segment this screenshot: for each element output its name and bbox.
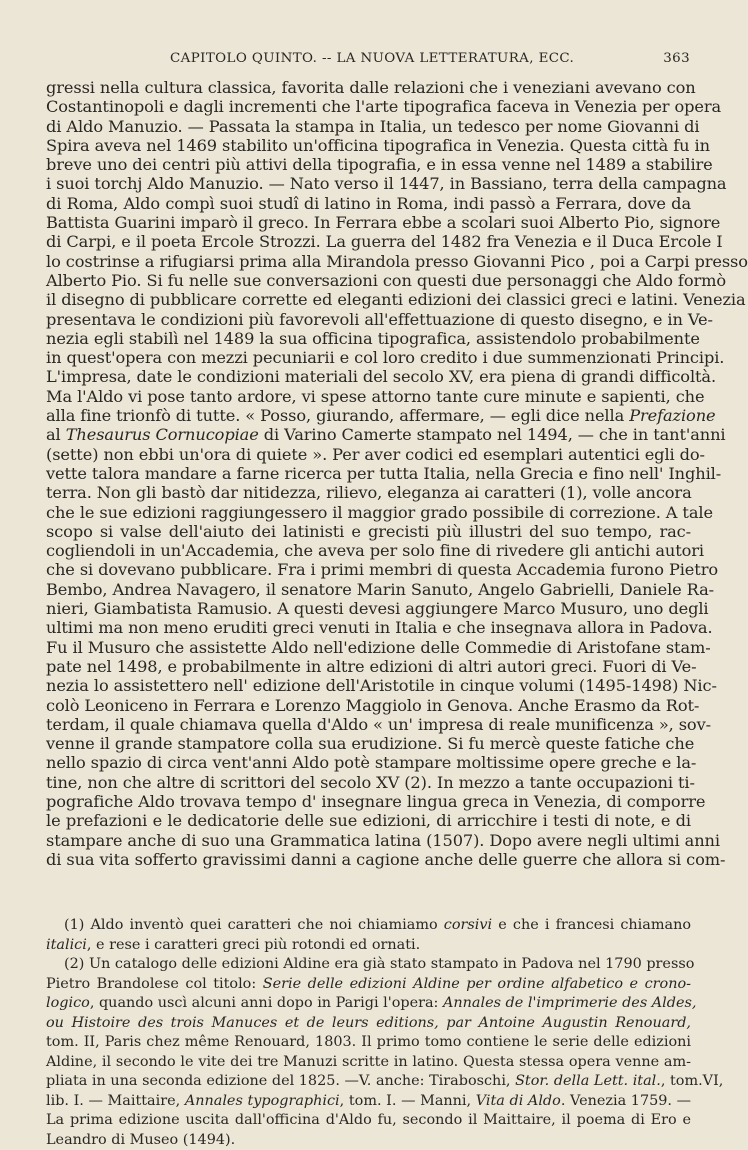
- text-line: tine, non che altre di scrittori del secolo XV (2). In mezzo a tante occupazioni ti-: [46, 773, 691, 792]
- text-line: terdam, il quale chiamava quella d'Aldo « un' impresa di reale munificenza », sov-: [46, 715, 691, 734]
- text-line: lo costrinse a rifugiarsi prima alla Mirandola presso Giovanni Pico , poi a Carpi presso: [46, 252, 691, 271]
- text-line: nello spazio di circa vent'anni Aldo potè stampare moltissime opere greche e la-: [46, 753, 691, 772]
- footnote-1-line: (1) Aldo inventò quei caratteri che noi chiamiamo corsivi e che i francesi chiamano: [46, 916, 691, 936]
- text-line: presentava le condizioni più favorevoli all'effettuazione di questo disegno, e in Ve-: [46, 310, 691, 329]
- main-text: [46, 78, 691, 869]
- text-line: stampare anche di suo una Grammatica latina (1507). Dopo avere negli ultimi anni: [46, 831, 691, 850]
- text-line: Alberto Pio. Si fu nelle sue conversazioni con questi due personaggi che Aldo formò: [46, 271, 691, 290]
- running-title: CAPITOLO QUINTO. -- LA NUOVA LETTERATURA, ECC.: [170, 51, 574, 66]
- footnote-2-line: pliata in una seconda edizione del 1825. —V. anche: Tiraboschi, Stor. della Lett. ital., tom.VI,: [46, 1072, 691, 1092]
- footnote-2-line: ou Histoire des trois Manuces et de leurs editions, par Antoine Augustin Renouard,: [46, 1014, 691, 1034]
- text-line: che le sue edizioni raggiungessero il maggior grado possibile di correzione. A tale: [46, 503, 691, 522]
- text-line: pate nel 1498, e probabilmente in altre edizioni di altri autori greci. Fuori di Ve-: [46, 657, 691, 676]
- text-line: Ma l'Aldo vi pose tanto ardore, vi spese attorno tante cure minute e sapienti, che: [46, 387, 691, 406]
- text-line: Costantinopoli e dagli incrementi che l'arte tipografica faceva in Venezia per opera: [46, 97, 691, 116]
- text-line: pografiche Aldo trovava tempo d' insegnare lingua greca in Venezia, di comporre: [46, 792, 691, 811]
- text-line: alla fine trionfò di tutte. « Posso, giurando, affermare, — egli dice nella Prefazione: [46, 406, 691, 425]
- footnote-2-line: Leandro di Museo (1494).: [46, 1131, 691, 1150]
- footnote-1-line: italici, e rese i caratteri greci più rotondi ed ornati.: [46, 936, 691, 956]
- text-line: colò Leoniceno in Ferrara e Lorenzo Maggiolo in Genova. Anche Erasmo da Rot-: [46, 696, 691, 715]
- text-line: di Carpi, e il poeta Ercole Strozzi. La guerra del 1482 fra Venezia e il Duca Ercole I: [46, 232, 691, 251]
- page-header: [46, 51, 690, 71]
- text-line: vette talora mandare a farne ricerca per tutta Italia, nella Grecia e fino nell' Inghil-: [46, 464, 691, 483]
- text-line: nieri, Giambatista Ramusio. A questi devesi aggiungere Marco Musuro, uno degli: [46, 599, 691, 618]
- text-line: terra. Non gli bastò dar nitidezza, rilievo, eleganza ai caratteri (1), volle ancora: [46, 483, 691, 502]
- footnote-2-line: tom. II, Paris chez même Renouard, 1803. Il primo tomo contiene le serie delle edizioni: [46, 1033, 691, 1053]
- text-line: Spira aveva nel 1469 stabilito un'officina tipografica in Venezia. Questa città fu in: [46, 136, 691, 155]
- text-line: di Aldo Manuzio. — Passata la stampa in Italia, un tedesco per nome Giovanni di: [46, 117, 691, 136]
- text-line: di sua vita sofferto gravissimi danni a cagione anche delle guerre che allora si com-: [46, 850, 691, 869]
- footnote-2-line: Pietro Brandolese col titolo: Serie delle edizioni Aldine per ordine alfabetico e crono-: [46, 975, 691, 995]
- page-number: 363: [663, 51, 690, 66]
- text-line: i suoi torchj Aldo Manuzio. — Nato verso il 1447, in Bassiano, terra della campagna: [46, 174, 691, 193]
- footnote-2-line: La prima edizione uscita dall'officina d'Aldo fu, secondo il Maittaire, il poema di Ero e: [46, 1111, 691, 1131]
- footnote-2-line: Aldine, il secondo le vite dei tre Manuzi scritte in latino. Questa stessa opera venne am-: [46, 1053, 691, 1073]
- text-line: L'impresa, date le condizioni materiali del secolo XV, era piena di grandi difficoltà.: [46, 367, 691, 386]
- text-line: in quest'opera con mezzi pecuniarii e col loro credito i due summenzionati Principi.: [46, 348, 691, 367]
- italic-phrase: Thesaurus Cornucopiae: [66, 425, 259, 444]
- footnote-2-line: logico, quando uscì alcuni anni dopo in Parigi l'opera: Annales de l'imprimerie des Aldes,: [46, 994, 691, 1014]
- text-line: Battista Guarini imparò il greco. In Ferrara ebbe a scolari suoi Alberto Pio, signore: [46, 213, 691, 232]
- text-line: le prefazioni e le dedicatorie delle sue edizioni, di arricchire i testi di note, e di: [46, 811, 691, 830]
- footnote-2-line: (2) Un catalogo delle edizioni Aldine era già stato stampato in Padova nel 1790 presso: [46, 955, 691, 975]
- text-line: (sette) non ebbi un'ora di quiete ». Per aver codici ed esemplari autentici egli do-: [46, 445, 691, 464]
- text-line: breve uno dei centri più attivi della tipografia, e in essa venne nel 1489 a stabilire: [46, 155, 691, 174]
- text-line: ultimi ma non meno eruditi greci venuti in Italia e che insegnava allora in Padova.: [46, 618, 691, 637]
- text-line: il disegno di pubblicare corrette ed eleganti edizioni dei classici greci e latini. Venezia: [46, 290, 691, 309]
- text-line: di Roma, Aldo compì suoi studî di latino in Roma, indi passò a Ferrara, dove da: [46, 194, 691, 213]
- text-line: nezia lo assistettero nell' edizione dell'Aristotile in cinque volumi (1495-1498) Nic-: [46, 676, 691, 695]
- text-line: cogliendoli in un'Accademia, che aveva per solo fine di rivedere gli antichi autori: [46, 541, 691, 560]
- text-line: nezia egli stabilì nel 1489 la sua officina tipografica, assistendolo probabilmente: [46, 329, 691, 348]
- text-line: gressi nella cultura classica, favorita dalle relazioni che i veneziani avevano con: [46, 78, 691, 97]
- italic-phrase: Prefazione: [629, 406, 715, 425]
- footnote-2-line: lib. I. — Maittaire, Annales typographici, tom. I. — Manni, Vita di Aldo. Venezia 1759. —: [46, 1092, 691, 1112]
- footnotes: [46, 916, 691, 1150]
- text-line: venne il grande stampatore colla sua erudizione. Si fu mercè queste fatiche che: [46, 734, 691, 753]
- text-line: che si dovevano pubblicare. Fra i primi membri di questa Accademia furono Pietro: [46, 560, 691, 579]
- text-line: Bembo, Andrea Navagero, il senatore Marin Sanuto, Angelo Gabrielli, Daniele Ra-: [46, 580, 691, 599]
- text-line: Fu il Musuro che assistette Aldo nell'edizione delle Commedie di Aristofane stam-: [46, 638, 691, 657]
- text-line: al Thesaurus Cornucopiae di Varino Camerte stampato nel 1494, — che in tant'anni: [46, 425, 691, 444]
- text-line: scopo si valse dell'aiuto dei latinisti e grecisti più illustri del suo tempo, rac-: [46, 522, 691, 541]
